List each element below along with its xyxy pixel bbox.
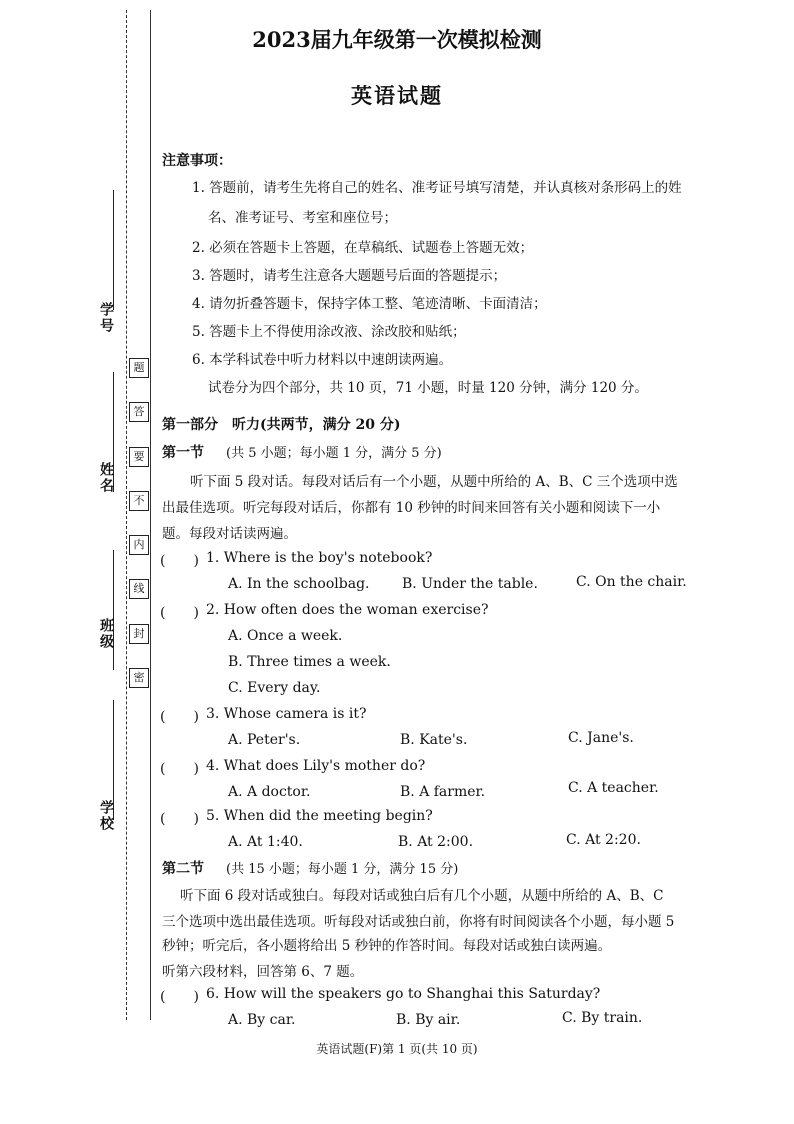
option-b: B. At 2:00. — [398, 834, 474, 850]
option-a: A. By car. — [228, 1012, 296, 1028]
seal-char: 密 — [129, 668, 149, 688]
class-line[interactable] — [113, 550, 114, 670]
section2-instruction: 秒钟；听完后，各小题将给出 5 秒钟的作答时间。每段对话或独白读两遍。 — [162, 938, 612, 954]
option-b: B. A farmer. — [400, 784, 486, 800]
notice-item: 1. 答题前，请考生先将自己的姓名、准考证号填写清楚，并认真核对条形码上的姓 — [192, 180, 682, 196]
notice-item: 3. 答题时，请考生注意各大题题号后面的答题提示； — [192, 268, 507, 284]
answer-blank[interactable]: ( ) — [160, 553, 199, 569]
exam-title: 2023届九年级第一次模拟检测 — [252, 27, 542, 52]
question-text: 1. Where is the boy's notebook? — [206, 550, 433, 566]
notice-item: 4. 请勿折叠答题卡，保持字体工整、笔迹清晰、卡面清洁； — [192, 296, 547, 312]
section1-info: (共 5 小题；每小题 1 分，满分 5 分) — [226, 446, 442, 461]
section1-heading: 第一节 — [162, 445, 204, 461]
option-a: A. Once a week. — [228, 628, 343, 644]
seal-char: 不 — [129, 491, 149, 511]
seal-char: 题 — [129, 358, 149, 378]
section2-info: (共 15 小题；每小题 1 分，满分 15 分) — [226, 862, 459, 877]
option-b: B. By air. — [396, 1012, 461, 1028]
question-text: 6. How will the speakers go to Shanghai this Saturday? — [206, 986, 601, 1002]
answer-blank[interactable]: ( ) — [160, 761, 199, 777]
answer-blank[interactable]: ( ) — [160, 605, 199, 621]
question-text: 4. What does Lily's mother do? — [206, 758, 426, 774]
option-c: C. On the chair. — [576, 574, 687, 590]
section1-instruction: 听下面 5 段对话。每段对话后有一个小题，从题中所给的 A、B、C 三个选项中选 — [190, 474, 678, 490]
option-b: B. Kate's. — [400, 732, 468, 748]
answer-blank[interactable]: ( ) — [160, 709, 199, 725]
option-b: B. Three times a week. — [228, 654, 391, 670]
option-c: C. By train. — [562, 1010, 643, 1026]
section2-instruction: 三个选项中选出最佳选项。听每段对话或独白前，你将有时间阅读各个小题，每小题 5 — [162, 914, 675, 930]
answer-blank[interactable]: ( ) — [160, 989, 199, 1005]
notice-item: 名、准考证号、考室和座位号； — [208, 210, 397, 226]
exam-subtitle: 英语试题 — [351, 83, 443, 108]
seal-notice — [126, 358, 152, 688]
part1-heading: 第一部分 听力(共两节，满分 20 分) — [162, 417, 401, 433]
notice-item: 6. 本学科试卷中听力材料以中速朗读两遍。 — [192, 352, 453, 368]
question-text: 2. How often does the woman exercise? — [206, 602, 489, 618]
seal-char: 答 — [129, 402, 149, 422]
question-text: 5. When did the meeting begin? — [206, 808, 433, 824]
option-a: A. At 1:40. — [228, 834, 303, 850]
seal-char: 封 — [129, 624, 149, 644]
section1-instruction: 题。每段对话读两遍。 — [162, 526, 297, 542]
option-a: A. Peter's. — [228, 732, 301, 748]
notice-heading: 注意事项： — [162, 153, 232, 169]
notice-summary: 试卷分为四个部分，共 10 页，71 小题，时量 120 分钟，满分 120 分。 — [208, 380, 648, 396]
answer-blank[interactable]: ( ) — [160, 811, 199, 827]
notice-item: 2. 必须在答题卡上答题，在草稿纸、试题卷上答题无效； — [192, 240, 534, 256]
option-a: A. A doctor. — [228, 784, 311, 800]
page-footer: 英语试题(F)第 1 页(共 10 页) — [316, 1042, 478, 1056]
student-id-line[interactable] — [113, 190, 114, 310]
option-c: C. Jane's. — [568, 730, 634, 746]
student-id-label: 学号 — [98, 302, 114, 334]
section2-instruction: 听下面 6 段对话或独白。每段对话或独白后有几个小题，从题中所给的 A、B、C — [180, 888, 664, 904]
option-b: B. Under the table. — [402, 576, 538, 592]
seal-char: 要 — [129, 447, 149, 467]
notice-item: 5. 答题卡上不得使用涂改液、涂改胶和贴纸； — [192, 324, 466, 340]
seal-char: 内 — [129, 535, 149, 555]
name-label: 姓名 — [98, 462, 114, 494]
section2-heading: 第二节 — [162, 861, 204, 877]
section2-material: 听第六段材料，回答第 6、7 题。 — [162, 964, 364, 980]
section1-instruction: 出最佳选项。听完每段对话后，你都有 10 秒钟的时间来回答有关小题和阅读下一小 — [162, 500, 661, 516]
question-text: 3. Whose camera is it? — [206, 706, 367, 722]
option-c: C. A teacher. — [568, 780, 659, 796]
seal-char: 线 — [129, 579, 149, 599]
option-c: C. Every day. — [228, 680, 321, 696]
option-c: C. At 2:20. — [566, 832, 641, 848]
school-label: 学校 — [98, 800, 114, 832]
class-label: 班级 — [98, 618, 114, 650]
option-a: A. In the schoolbag. — [228, 576, 370, 592]
